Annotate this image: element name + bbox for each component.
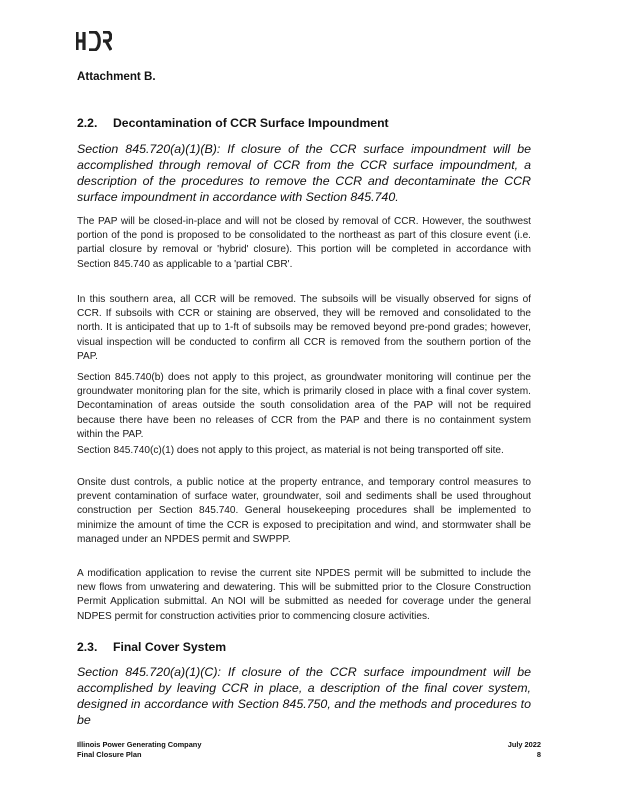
section-number: 2.2. [77, 116, 98, 130]
section-title: Decontamination of CCR Surface Impoundment [113, 116, 389, 130]
requirement-845-720-a1c: Section 845.720(a)(1)(C): If closure of the CCR surface impoundment will be accomplished by leaving CCR in place, a description of the final cover system, designed in accordance with Section 845.750, and the methods and procedures to be [77, 665, 531, 727]
paragraph: Onsite dust controls, a public notice at the property entrance, and temporary control measures to prevent contamination of surface water, groundwater, soil and sediments shall be used throughout construction per Section 845.740. General housekeeping procedures shall be implemented to minimize the amount of time the CCR is exposed to precipitation and wind, and stormwater shall be managed under an NPDES permit and SWPPP. [77, 477, 531, 545]
requirement-845-720-a1b: Section 845.720(a)(1)(B): If closure of the CCR surface impoundment will be accomplished through removal of CCR from the CCR surface impoundment, a description of the procedures to remove the CCR and decontaminate the CCR surface impoundment in accordance with Section 845.740. [77, 142, 531, 204]
section-heading-2-2 [77, 116, 389, 130]
paragraph: Section 845.740(b) does not apply to this project, as groundwater monitoring will continue per the groundwater monitoring plan for the site, which is primarily closed in place with a final cover system. Decontamination of areas outside the south consolidation area of the PAP will not be required because there have been no releases of CCR from the PAP and there is no containment system within the PAP. [77, 372, 531, 440]
paragraph: In this southern area, all CCR will be removed. The subsoils will be visually observed for signs of CCR. If subsoils with CCR or staining are observed, they will be removed and consolidated to the north. It is anticipated that up to 1-ft of subsoils may be removed beyond pre-pond grades; however, visual inspection will be conducted to confirm all CCR is removed from the southern portion of the PAP. [77, 294, 531, 362]
paragraph: A modification application to revise the current site NPDES permit will be submitted to include the new flows from unwatering and dewatering. This will be submitted prior to the Closure Construction Permit Application submittal. An NOI will be submitted as needed for coverage under the general NDPES permit for construction activities prior to commencing closure activities. [77, 568, 531, 622]
section-heading-2-3 [77, 640, 226, 654]
section-title: Final Cover System [113, 640, 227, 654]
footer-right [508, 740, 541, 759]
attachment-title: Attachment B. [77, 70, 156, 83]
footer-document: Final Closure Plan [77, 749, 142, 759]
hdr-logo [76, 31, 112, 51]
footer-date: July 2022 [507, 740, 541, 749]
paragraph: The PAP will be closed-in-place and will not be closed by removal of CCR. However, the southwest portion of the pond is proposed to be consolidated to the northeast as part of this closure event (i.e. partial closure by removal or 'hybrid' closure). This portion will be completed in accordance with Section 845.740 as applicable to a 'partial CBR'. [77, 216, 531, 270]
section-number: 2.3. [77, 640, 98, 654]
footer-company: Illinois Power Generating Company [77, 740, 202, 749]
footer-left [77, 740, 201, 759]
paragraph: Section 845.740(c)(1) does not apply to this project, as material is not being transported off site. [77, 445, 504, 456]
page-number: 8 [536, 749, 541, 759]
hdr-logo-icon [76, 31, 112, 51]
